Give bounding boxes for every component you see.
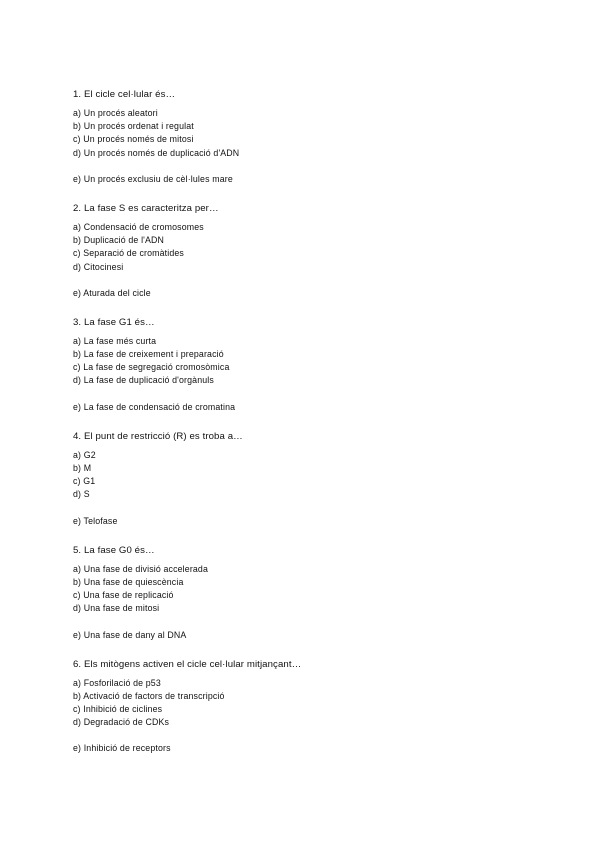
question-title: 1. El cicle cel·lular és… — [73, 89, 176, 100]
option-a: a) La fase més curta — [73, 335, 157, 346]
option-e: e) Aturada del cicle — [73, 287, 151, 298]
option-d: d) Un procés només de duplicació d'ADN — [73, 147, 240, 158]
option-e: e) La fase de condensació de cromatina — [73, 401, 236, 412]
option-c: c) Una fase de replicació — [73, 590, 174, 601]
option-a: a) Un procés aleatori — [73, 108, 158, 118]
option-e: e) Telofase — [73, 515, 118, 526]
question-1 — [73, 89, 573, 186]
option-spacer — [73, 160, 573, 173]
question-title: 2. La fase S es caracteritza per… — [73, 202, 219, 214]
question-title: 3. La fase G1 és… — [73, 316, 155, 328]
option-d: d) S — [73, 489, 90, 500]
option-a: a) G2 — [73, 449, 96, 460]
question-3 — [73, 317, 573, 414]
option-c: c) Separació de cromàtides — [73, 248, 184, 259]
option-spacer — [73, 388, 573, 401]
option-d: d) Una fase de mitosi — [73, 603, 160, 614]
option-a: a) Fosforilació de p53 — [73, 677, 161, 688]
question-2 — [73, 203, 573, 300]
option-spacer — [73, 274, 573, 287]
question-title: 6. Els mitògens activen el cicle cel·lular mitjançant… — [73, 658, 302, 670]
option-e: e) Un procés exclusiu de cèl·lules mare — [73, 173, 233, 184]
option-b: b) M — [73, 463, 92, 473]
option-a: a) Condensació de cromosomes — [73, 221, 204, 232]
option-b: b) La fase de creixement i preparació — [73, 349, 224, 360]
option-b: b) Una fase de quiescència — [73, 576, 184, 587]
option-d: d) Citocinesi — [73, 261, 124, 272]
question-title: 5. La fase G0 és… — [73, 544, 155, 556]
option-e: e) Una fase de dany al DNA — [73, 629, 187, 640]
option-d: d) La fase de duplicació d'orgànuls — [73, 375, 214, 386]
option-c: c) Inhibició de ciclines — [73, 704, 163, 715]
option-b: b) Un procés ordenat i regulat — [73, 121, 194, 132]
question-6 — [73, 659, 573, 756]
option-spacer — [73, 616, 573, 629]
question-4 — [73, 431, 573, 528]
option-e: e) Inhibició de receptors — [73, 743, 171, 754]
option-c: c) Un procés només de mitosi — [73, 134, 194, 145]
quiz-document — [73, 89, 573, 773]
option-a: a) Una fase de divisió accelerada — [73, 563, 209, 574]
question-5 — [73, 545, 573, 642]
option-b: b) Duplicació de l'ADN — [73, 235, 165, 246]
option-spacer — [73, 729, 573, 742]
question-title: 4. El punt de restricció (R) es troba a… — [73, 430, 243, 442]
option-c: c) La fase de segregació cromosòmica — [73, 362, 230, 373]
option-spacer — [73, 502, 573, 515]
option-c: c) G1 — [73, 476, 96, 487]
option-d: d) Degradació de CDKs — [73, 717, 170, 728]
option-b: b) Activació de factors de transcripció — [73, 690, 225, 701]
